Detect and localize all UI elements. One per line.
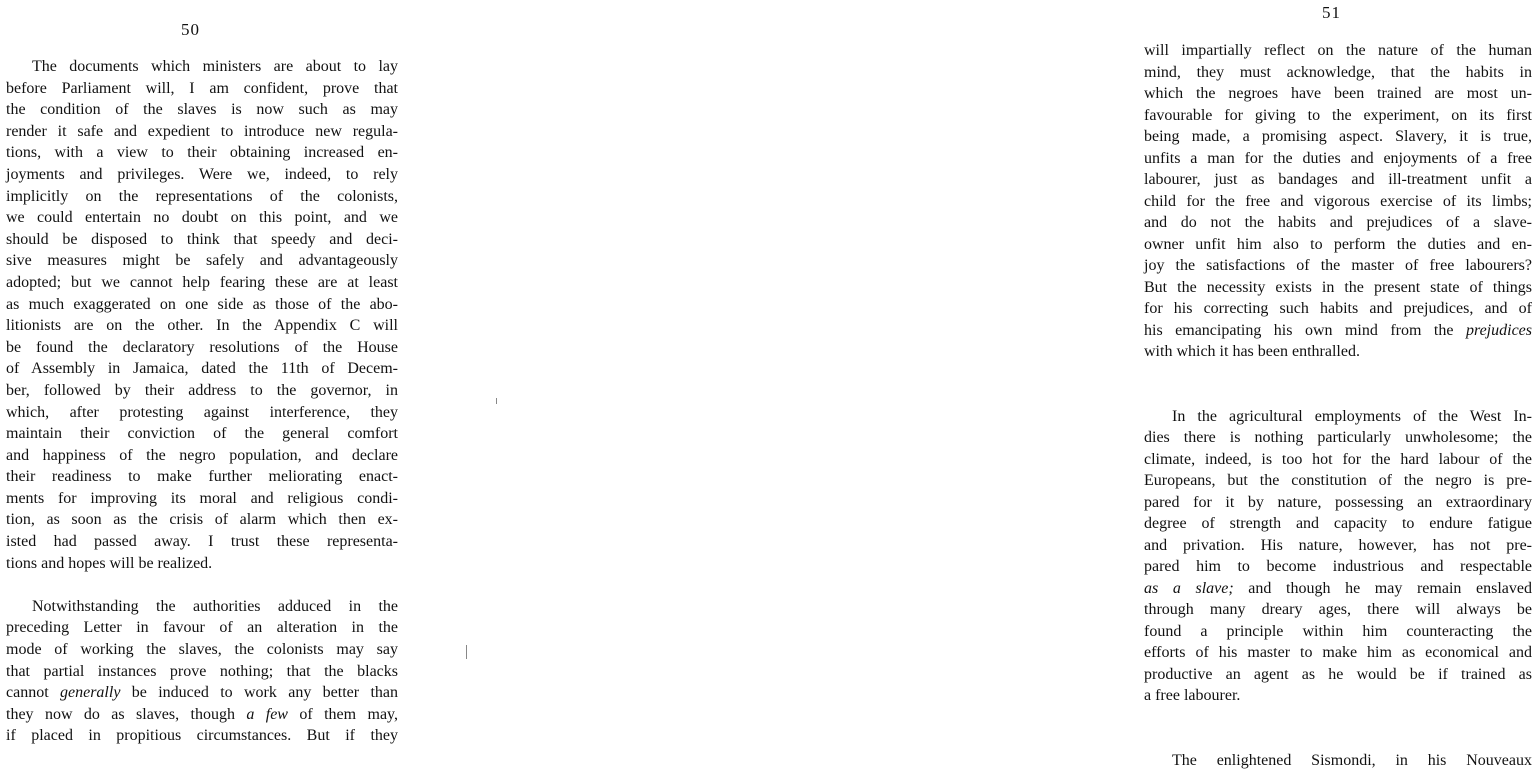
text-line: maintain their conviction of the general comfort [6, 423, 398, 445]
text-line: dies there is nothing particularly unwholesome; the [1144, 427, 1532, 449]
scan-speck [496, 398, 497, 404]
text-line: efforts of his master to make him as economical and [1144, 642, 1532, 664]
right-page-text [1144, 40, 1532, 771]
text-run: be induced to work any better than [120, 684, 398, 701]
text-line: and do not the habits and prejudices of a slave- [1144, 212, 1532, 234]
text-line: adopted; but we cannot help fearing these are at least [6, 272, 398, 294]
text-line: the condition of the slaves is now such as may [6, 99, 398, 121]
right-page [560, 0, 980, 752]
text-line: before Parliament will, I am confident, prove that [6, 78, 398, 100]
text-line: Europeans, but the constitution of the negro is pre- [1144, 470, 1532, 492]
text-line: for his correcting such habits and prejudices, and of [1144, 298, 1532, 320]
text-line: joyments and privileges. Were we, indeed, to rely [6, 164, 398, 186]
text-line: The documents which ministers are about to lay [6, 56, 398, 78]
text-line: joy the satisfactions of the master of free labourers? [1144, 255, 1532, 277]
text-line: child for the free and vigorous exercise of its limbs; [1144, 191, 1532, 213]
text-line: that partial instances prove nothing; that the blacks [6, 661, 398, 683]
text-line: In the agricultural employments of the West In- [1144, 406, 1532, 428]
text-line: pared for it by nature, possessing an extraordinary [1144, 492, 1532, 514]
text-run: of them may, [288, 706, 398, 723]
text-line: a free labourer. [1144, 685, 1532, 707]
text-line: render it safe and expedient to introduce new regula- [6, 121, 398, 143]
text-line: favourable for giving to the experiment, on its first [1144, 105, 1532, 127]
scan-speck [466, 645, 467, 659]
text-line: which the negroes have been trained are most un- [1144, 83, 1532, 105]
text-line: their readiness to make further meliorating enact- [6, 466, 398, 488]
text-line: will impartially reflect on the nature of the human [1144, 40, 1532, 62]
text-line [1144, 363, 1532, 385]
text-line: tions and hopes will be realized. [6, 553, 398, 575]
text-line: found a principle within him counteracting the [1144, 621, 1532, 643]
text-line: climate, indeed, is too hot for the hard labour of the [1144, 449, 1532, 471]
text-line [1144, 320, 1532, 342]
italic-text-run: as a slave; [1144, 580, 1234, 597]
text-line: through many dreary ages, there will always be [1144, 599, 1532, 621]
text-line [1144, 578, 1532, 600]
text-line: litionists are on the other. In the Appendix C will [6, 315, 398, 337]
text-line: mode of working the slaves, the colonists may say [6, 639, 398, 661]
text-line: owner unfit him also to perform the duties and en- [1144, 234, 1532, 256]
text-run: cannot [6, 684, 60, 701]
text-line: The enlightened Sismondi, in his Nouveaux [1144, 750, 1532, 771]
text-line: and privation. His nature, however, has not pre- [1144, 535, 1532, 557]
text-line: degree of strength and capacity to endure fatigue [1144, 513, 1532, 535]
text-line: productive an agent as he would be if trained as [1144, 664, 1532, 686]
text-line: ments for improving its moral and religious condi- [6, 488, 398, 510]
text-line: of Assembly in Jamaica, dated the 11th of Decem- [6, 358, 398, 380]
text-line [6, 574, 398, 596]
text-line: ber, followed by their address to the governor, in [6, 380, 398, 402]
text-line [1144, 384, 1532, 406]
text-line: preceding Letter in favour of an alteration in the [6, 617, 398, 639]
text-line: unfits a man for the duties and enjoyments of a free [1144, 148, 1532, 170]
text-line: Notwithstanding the authorities adduced in the [6, 596, 398, 618]
italic-text-run: a few [246, 706, 288, 723]
text-line: being made, a promising aspect. Slavery, it is true, [1144, 126, 1532, 148]
text-line: which, after protesting against interference, they [6, 402, 398, 424]
page-number-left: 50 [181, 20, 200, 40]
text-line [1144, 707, 1532, 729]
text-line: tion, as soon as the crisis of alarm which then ex- [6, 509, 398, 531]
text-line: with which it has been enthralled. [1144, 341, 1532, 363]
text-line: tions, with a view to their obtaining increased en- [6, 142, 398, 164]
italic-text-run: generally [60, 684, 120, 701]
text-run: his emancipating his own mind from the [1144, 322, 1466, 339]
left-page-text [6, 56, 398, 747]
text-line: pared him to become industrious and respectable [1144, 556, 1532, 578]
text-line: if placed in propitious circumstances. But if they [6, 725, 398, 747]
text-line: should be disposed to think that speedy and deci- [6, 229, 398, 251]
text-line: But the necessity exists in the present state of things [1144, 277, 1532, 299]
left-page [0, 0, 420, 752]
page-number-right: 51 [1322, 3, 1341, 23]
text-line: sive measures might be safely and advantageously [6, 250, 398, 272]
text-line: be found the declaratory resolutions of the House [6, 337, 398, 359]
text-run: they now do as slaves, though [6, 706, 246, 723]
text-line: we could entertain no doubt on this point, and we [6, 207, 398, 229]
text-line: and happiness of the negro population, and declare [6, 445, 398, 467]
text-line [6, 704, 398, 726]
text-line: as much exaggerated on one side as those of the abo- [6, 294, 398, 316]
italic-text-run: prejudices [1466, 322, 1532, 339]
text-line: isted had passed away. I trust these representa- [6, 531, 398, 553]
text-run: and though he may remain enslaved [1234, 580, 1532, 597]
text-line: labourer, just as bandages and ill-treatment unfit a [1144, 169, 1532, 191]
text-line [6, 682, 398, 704]
text-line: mind, they must acknowledge, that the habits in [1144, 62, 1532, 84]
text-line [1144, 728, 1532, 750]
text-line: implicitly on the representations of the colonists, [6, 186, 398, 208]
